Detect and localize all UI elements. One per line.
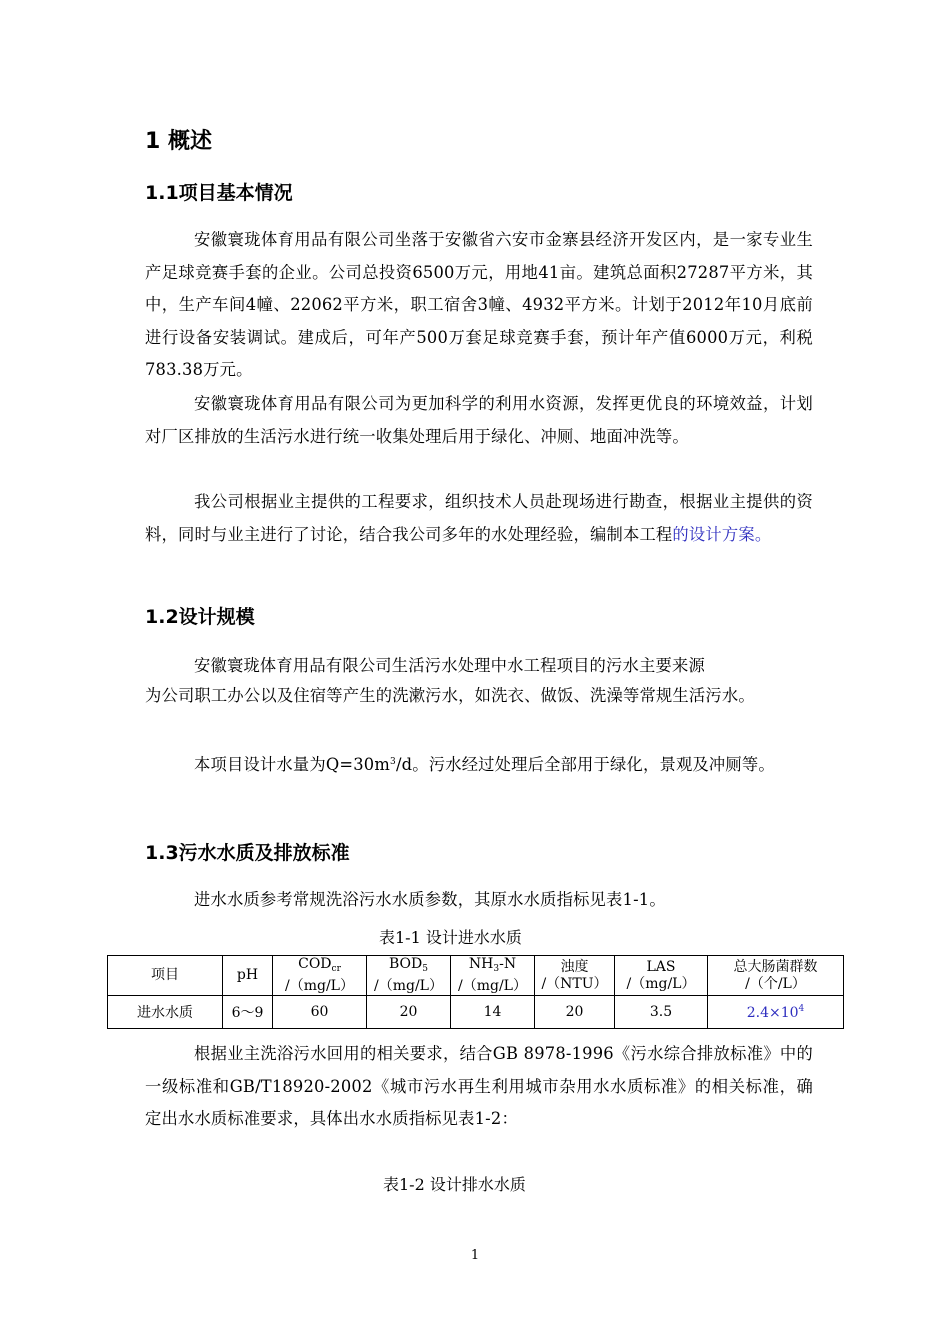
paragraph-design-basis-text: 我公司根据业主提供的工程要求，组织技术人员赴现场进行勘查，根据业主提供的资料，同时与业主进行了讨论，结合我公司多年的水处理经验，编制本工程 bbox=[145, 492, 813, 544]
paragraph-design-flow bbox=[145, 746, 813, 782]
section-heading-1-3: 1.3污水水质及排放标准 bbox=[145, 842, 350, 864]
turbidity-label: 浊度 bbox=[560, 958, 589, 975]
table1-caption: 表1-1 设计进水水质 bbox=[379, 928, 522, 947]
paragraph-source-line1: 安徽寰珑体育用品有限公司生活污水处理中水工程项目的污水主要来源 bbox=[194, 656, 705, 675]
table2-caption: 表1-2 设计排水水质 bbox=[383, 1175, 526, 1194]
turbidity-unit: /（NTU） bbox=[541, 975, 608, 992]
nh-unit: /（mg/L） bbox=[458, 978, 527, 994]
paragraph-design-basis bbox=[145, 486, 813, 551]
header-nh3n bbox=[451, 956, 535, 996]
coliform-value: 2.4×10 bbox=[746, 1004, 799, 1021]
nh-label: NH bbox=[468, 956, 494, 972]
paragraph-source-rest: 为公司职工办公以及住宿等产生的洗漱污水，如洗衣、做饭、洗澡等常规生活污水。 bbox=[145, 686, 755, 705]
paragraph-water-reuse: 安徽寰珑体育用品有限公司为更加科学的利用水资源，发挥更优良的环境效益，计划对厂区排放的生活污水进行统一收集处理后用于绿化、冲厕、地面冲洗等。 bbox=[145, 394, 813, 446]
cell-ph: 6～9 bbox=[223, 996, 273, 1029]
paragraph-project-overview: 安徽寰珑体育用品有限公司坐落于安徽省六安市金寨县经济开发区内，是一家专业生产足球竞赛手套的企业。公司总投资6500万元，用地41亩。建筑总面积27287平方米，其中，生产车间4幢、22062平方米，职工宿舍3幢、4932平方米。计划于2012年10月底前进行设备安装调试。建成后，可年产500万套足球竞赛手套，预计年产值6000万元，利税783.38万元。 bbox=[145, 230, 813, 380]
header-turbidity bbox=[535, 956, 615, 996]
coliform-exponent: 4 bbox=[798, 1003, 805, 1014]
header-las bbox=[615, 956, 708, 996]
design-flow-text: 本项目设计水量为Q=30m bbox=[194, 755, 390, 774]
coliform-unit: /（个/L） bbox=[745, 975, 806, 992]
cell-item: 进水水质 bbox=[108, 996, 223, 1029]
header-cod bbox=[273, 956, 367, 996]
coliform-label: 总大肠菌群数 bbox=[733, 958, 818, 975]
paragraph-effluent-standard: 根据业主洗浴污水回用的相关要求，结合GB 8978-1996《污水综合排放标准》中的一级标准和GB/T18920-2002《城市污水再生利用城市杂用水水质标准》的相关标准，确定出水水质标准要求，具体出水水质指标见表1-2： bbox=[145, 1044, 813, 1129]
design-flow-superscript: 3 bbox=[390, 757, 396, 767]
cell-cod: 60 bbox=[273, 996, 367, 1029]
influent-quality-table bbox=[107, 955, 844, 1029]
las-unit: /（mg/L） bbox=[626, 975, 696, 992]
cell-nh3n: 14 bbox=[451, 996, 535, 1029]
table-row bbox=[108, 996, 844, 1029]
bod-label: BOD bbox=[389, 956, 423, 972]
page-number: 1 bbox=[470, 1248, 480, 1263]
header-ph: pH bbox=[223, 956, 273, 996]
cod-subscript: cr bbox=[331, 964, 341, 974]
nh-tail: -N bbox=[499, 956, 517, 972]
design-flow-text-rest: /d。污水经过处理后全部用于绿化，景观及冲厕等。 bbox=[395, 755, 775, 774]
nh-subscript: 3 bbox=[493, 964, 500, 974]
header-coliform bbox=[708, 956, 844, 996]
chapter-heading: 1 概述 bbox=[145, 129, 212, 154]
cell-bod: 20 bbox=[367, 996, 451, 1029]
section-heading-1-2: 1.2设计规模 bbox=[145, 606, 255, 628]
bod-unit: /（mg/L） bbox=[374, 978, 443, 994]
cell-las: 3.5 bbox=[615, 996, 708, 1029]
cod-label: COD bbox=[298, 956, 332, 972]
cod-unit: /（mg/L） bbox=[285, 978, 354, 994]
paragraph-influent-intro: 进水水质参考常规洗浴污水水质参数，其原水水质指标见表1-1。 bbox=[194, 890, 666, 909]
cell-coliform bbox=[708, 996, 844, 1029]
las-label: LAS bbox=[646, 958, 676, 975]
design-plan-link-text: 的设计方案。 bbox=[672, 524, 772, 544]
bod-subscript: 5 bbox=[422, 964, 428, 974]
header-bod bbox=[367, 956, 451, 996]
table-header-row bbox=[108, 956, 844, 996]
section-heading-1-1: 1.1项目基本情况 bbox=[145, 182, 293, 204]
cell-turbidity: 20 bbox=[535, 996, 615, 1029]
header-item: 项目 bbox=[108, 956, 223, 996]
